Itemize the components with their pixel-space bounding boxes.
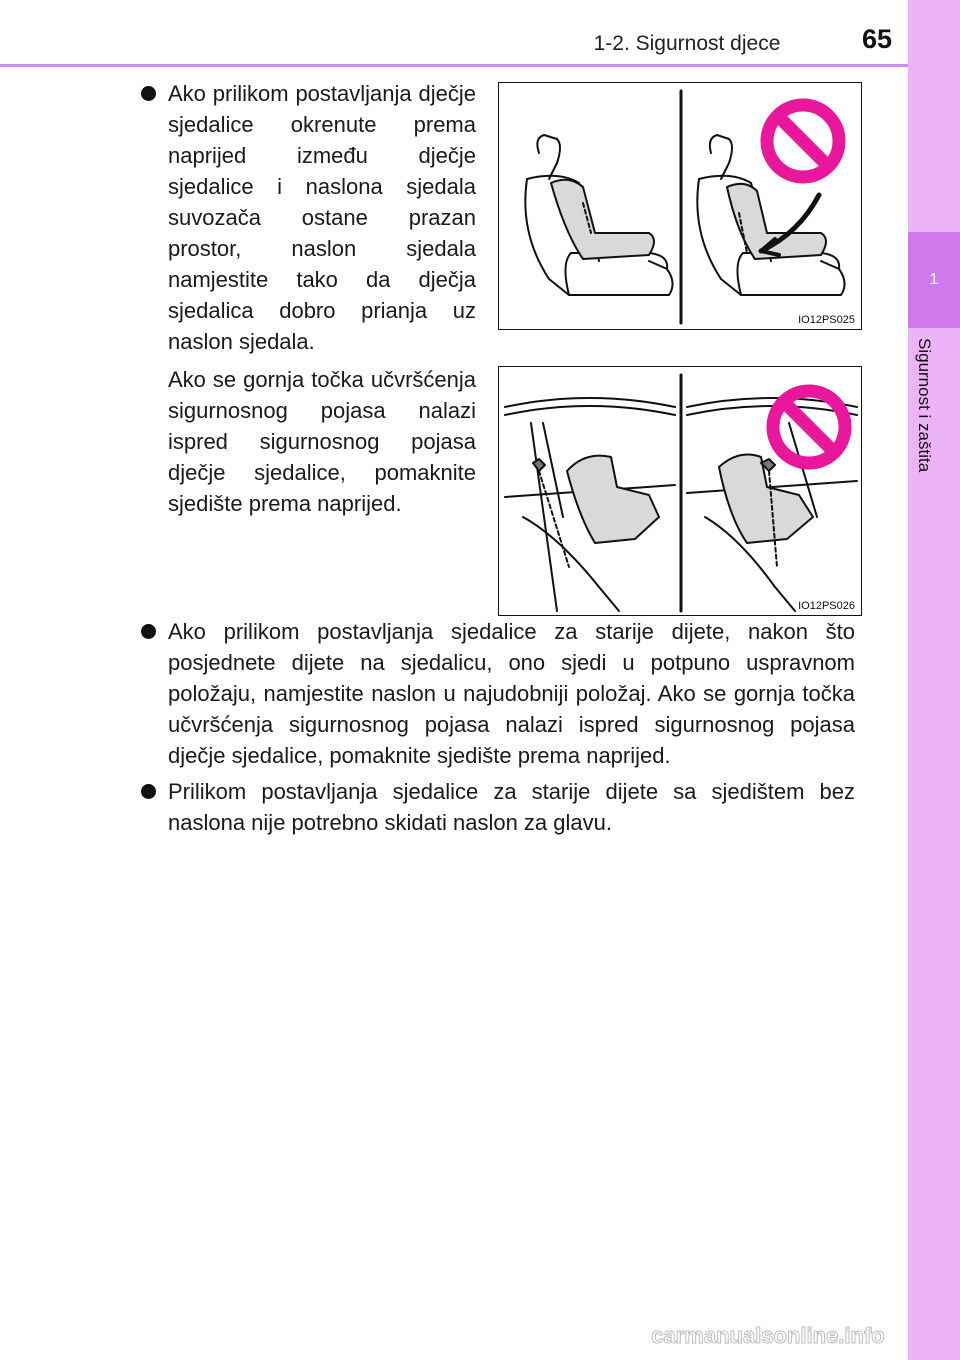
chapter-number: 1 bbox=[929, 271, 939, 288]
header-rule bbox=[0, 64, 908, 67]
chapter-title: Sigurnost i zaštita bbox=[915, 338, 934, 473]
side-tab-lower bbox=[908, 328, 960, 1360]
bullet-item bbox=[168, 616, 855, 771]
seat-illustration bbox=[499, 83, 862, 330]
figure-code: IO12PS025 bbox=[798, 314, 855, 326]
side-tab-upper bbox=[908, 0, 960, 232]
bullet-text: Ako prilikom postavljanja sjedalice za starije dijete, nakon što posjednete dijete na sjedalicu, ono sjedi u potpuno uspravnom položaju, namjestite naslon u najudobniji položaj. Ako se gornja točka učvršćenja sigurnosnog pojasa nalazi ispred sigurnosnog pojasa dječje sjedalice, pomaknite sjedište prema naprijed. bbox=[168, 619, 855, 768]
svg-text:carmanualsonline.info: carmanualsonline.info bbox=[651, 1323, 885, 1348]
paragraph-text: Ako se gornja točka učvršćenja sigurnosnog pojasa nalazi ispred sigurnosnog pojasa dječje sjedalice, pomaknite sjedište prema naprijed. bbox=[168, 367, 476, 516]
bullet-icon bbox=[141, 624, 156, 639]
prohibited-sign-icon bbox=[767, 105, 839, 177]
paragraph bbox=[168, 364, 476, 519]
page-number: 65 bbox=[861, 24, 892, 54]
bullet-text: Ako prilikom postavljanja dječje sjedalice okrenute prema naprijed između dječje sjedalice i naslona sjedala suvozača ostane prazan prostor, naslon sjedala namjestite tako da dječja sjedalica dobro prianja uz naslon sjedala. bbox=[168, 81, 476, 354]
bullet-icon bbox=[141, 784, 156, 799]
section-title: 1-2. Sigurnost djece bbox=[593, 32, 781, 55]
prohibited-sign-icon bbox=[773, 391, 845, 463]
belt-illustration bbox=[499, 367, 862, 616]
bullet-item bbox=[168, 776, 855, 838]
figure-belt-anchor bbox=[498, 366, 862, 616]
bullet-text: Prilikom postavljanja sjedalice za starije dijete sa sjedištem bez naslona nije potrebno skidati naslon za glavu. bbox=[168, 779, 855, 835]
bullet-item bbox=[168, 78, 476, 357]
figure-code: IO12PS026 bbox=[798, 600, 855, 612]
watermark-logo bbox=[628, 1318, 908, 1352]
bullet-icon bbox=[141, 86, 156, 101]
figure-seat-recline bbox=[498, 82, 862, 330]
